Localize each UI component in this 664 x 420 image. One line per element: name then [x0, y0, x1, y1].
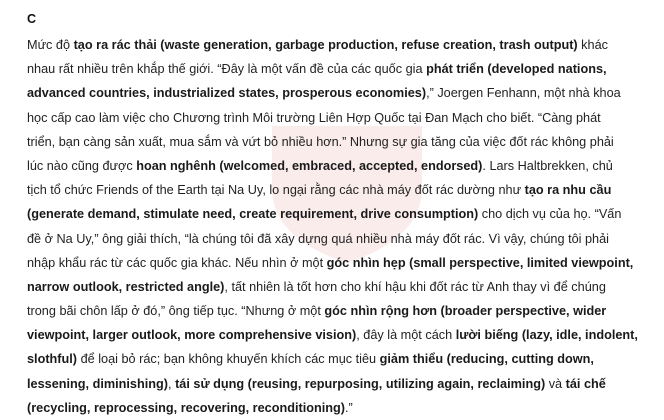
bold-phrase: tái sử dụng (reusing, repurposing, utilizing again, reclaiming)	[175, 376, 546, 391]
paragraph-body	[27, 33, 645, 420]
paragraph-line	[27, 323, 645, 347]
text-segment: và	[545, 376, 566, 391]
bold-phrase: hoan nghênh (welcomed, embraced, accepted, endorsed)	[136, 158, 483, 173]
text-segment: cho dịch vụ của họ. “Vấn	[478, 207, 622, 222]
paragraph-line	[27, 130, 645, 154]
paragraph-line	[27, 202, 645, 226]
bold-phrase: (generate demand, stimulate need, create requirement, drive consumption)	[27, 207, 479, 222]
bold-phrase: lười biếng (lazy, idle, indolent,	[455, 328, 638, 343]
bold-phrase: viewpoint, larger outlook, more comprehensive vision)	[27, 328, 357, 343]
bold-phrase: tái chế	[565, 376, 606, 391]
bold-phrase: lessening, diminishing)	[27, 376, 168, 391]
text-segment: ,” Joergen Fenhann, một nhà khoa	[426, 86, 621, 101]
text-segment: học cấp cao làm việc cho Chương trình Môi trường Liên Hợp Quốc tại Đan Mạch cho biết. “Càng phát	[27, 110, 601, 125]
bold-phrase: (recycling, reprocessing, recovering, reconditioning)	[27, 400, 345, 415]
text-segment: , tất nhiên là tốt hơn cho khí hậu khi đốt rác từ Anh thay vì để chúng	[224, 279, 606, 294]
paragraph-line	[27, 106, 645, 130]
text-segment: lúc nào cũng được	[27, 158, 137, 173]
text-segment: nhau rất nhiều trên khắp thế giới. “Đây là một vấn đề của các quốc gia	[27, 62, 427, 77]
bold-phrase: phát triển (developed nations,	[426, 62, 607, 77]
text-segment: khác	[577, 38, 608, 52]
bold-phrase: giảm thiểu (reducing, cutting down,	[379, 352, 594, 367]
text-segment: . Lars Haltbrekken, chủ	[482, 158, 613, 173]
bold-phrase: góc nhìn hẹp (small perspective, limited viewpoint,	[326, 255, 634, 270]
paragraph-line	[27, 299, 645, 323]
bold-phrase: tạo ra rác thải (waste generation, garbage production, refuse creation, trash output)	[73, 38, 578, 52]
bold-phrase: slothful)	[27, 352, 78, 367]
bold-phrase: advanced countries, industrialized states, prosperous economies)	[27, 86, 427, 101]
paragraph-line	[27, 81, 645, 105]
text-segment: để loại bỏ rác; bạn không khuyến khích các mục tiêu	[77, 352, 380, 367]
text-segment: nhập khẩu rác từ các quốc gia khác. Nếu nhìn ở một	[27, 255, 327, 270]
paragraph-line	[27, 275, 645, 299]
text-segment: đề ở Na Uy,” ông giải thích, “là chúng tôi đã xây dựng quá nhiều nhà máy đốt rác. Vì vậy, chúng tôi phải	[27, 231, 609, 246]
paragraph-line	[27, 57, 645, 81]
text-segment: .”	[344, 400, 353, 415]
paragraph-line	[27, 33, 645, 57]
paragraph-line	[27, 251, 645, 275]
paragraph-line	[27, 347, 645, 371]
section-letter: C	[27, 12, 37, 26]
text-segment: ,	[168, 376, 176, 391]
text-segment: triển, bạn càng sản xuất, mua sắm và vứt bỏ nhiều hơn.” Nhưng sự gia tăng của việc đốt rác không phải	[27, 134, 614, 149]
bold-phrase: tạo ra nhu cầu	[524, 183, 612, 198]
text-segment: , đây là một cách	[356, 328, 456, 343]
paragraph-line	[27, 154, 645, 178]
text-segment: trong bãi chôn lấp ở đó,” ông tiếp tục. “Nhưng ở một	[27, 304, 325, 319]
paragraph-line	[27, 227, 645, 251]
bold-phrase: narrow outlook, restricted angle)	[27, 279, 225, 294]
paragraph-line	[27, 178, 645, 202]
bold-phrase: góc nhìn rộng hơn (broader perspective, wider	[324, 304, 607, 319]
text-segment: tịch tổ chức Friends of the Earth tại Na Uy, lo ngại rằng các nhà máy đốt rác dường như	[27, 183, 525, 198]
text-segment: Mức độ	[27, 38, 74, 52]
paragraph-line	[27, 372, 645, 396]
